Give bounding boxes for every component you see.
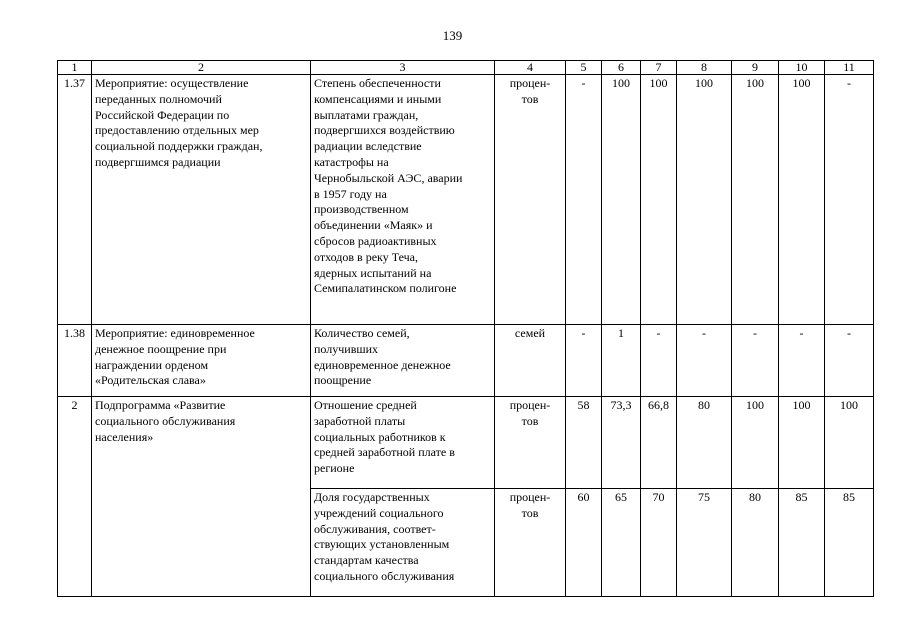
value-cell: 100 <box>825 397 874 489</box>
header-cell: 7 <box>641 61 677 75</box>
value-cell: - <box>779 325 825 397</box>
value-cell: 70 <box>641 489 677 597</box>
value-cell: 100 <box>602 75 641 325</box>
unit: процен- тов <box>495 489 566 597</box>
value-cell: 66,8 <box>641 397 677 489</box>
value-cell: 100 <box>779 397 825 489</box>
activity-name: Мероприятие: единовременное денежное поощрение при награждении орденом «Родительская слава» <box>92 325 311 397</box>
value-cell: 100 <box>779 75 825 325</box>
value-cell: 100 <box>732 75 779 325</box>
unit: процен- тов <box>495 75 566 325</box>
value-cell: - <box>825 75 874 325</box>
value-cell: - <box>825 325 874 397</box>
indicator-name: Отношение средней заработной платы социальных работников к средней заработной плате в регионе <box>311 397 495 489</box>
unit: семей <box>495 325 566 397</box>
table-row <box>58 75 874 325</box>
value-cell: 1 <box>602 325 641 397</box>
value-cell: 58 <box>566 397 602 489</box>
page-number: 139 <box>442 28 463 43</box>
value-cell: 85 <box>779 489 825 597</box>
row-number: 2 <box>58 397 92 597</box>
value-cell: - <box>566 325 602 397</box>
indicator-name: Количество семей, получивших единовременное денежное поощрение <box>311 325 495 397</box>
activity-name: Подпрограмма «Развитие социального обслуживания населения» <box>92 397 311 597</box>
row-number: 1.38 <box>58 325 92 397</box>
header-cell: 8 <box>677 61 732 75</box>
header-cell: 2 <box>92 61 311 75</box>
table-row <box>58 325 874 397</box>
header-cell: 11 <box>825 61 874 75</box>
row-number: 1.37 <box>58 75 92 325</box>
indicator-name: Доля государственных учреждений социального обслуживания, соответ- ствующих установленным стандартам качества социального обслуживания <box>311 489 495 597</box>
header-cell: 10 <box>779 61 825 75</box>
header-cell: 3 <box>311 61 495 75</box>
value-cell: 65 <box>602 489 641 597</box>
header-cell: 9 <box>732 61 779 75</box>
value-cell: - <box>566 75 602 325</box>
header-cell: 5 <box>566 61 602 75</box>
value-cell: 60 <box>566 489 602 597</box>
header-cell: 6 <box>602 61 641 75</box>
value-cell: 85 <box>825 489 874 597</box>
value-cell: 75 <box>677 489 732 597</box>
value-cell: 100 <box>677 75 732 325</box>
value-cell: 80 <box>677 397 732 489</box>
header-cell: 4 <box>495 61 566 75</box>
value-cell: 80 <box>732 489 779 597</box>
activity-name: Мероприятие: осуществление переданных полномочий Российской Федерации по предоставлению отдельных мер социальной поддержки граждан, подвергшимся радиации <box>92 75 311 325</box>
table-header-row <box>58 61 874 75</box>
value-cell: 100 <box>732 397 779 489</box>
indicators-table <box>57 60 874 597</box>
header-cell: 1 <box>58 61 92 75</box>
value-cell: - <box>641 325 677 397</box>
unit: процен- тов <box>495 397 566 489</box>
value-cell: - <box>732 325 779 397</box>
table-row <box>58 397 874 489</box>
indicator-name: Степень обеспеченности компенсациями и иными выплатами граждан, подвергшихся воздействию радиации вследствие катастрофы на Чернобыльской АЭС, аварии в 1957 году на производственном объединении «Маяк» и сбросов радиоактивных отходов в реку Теча, ядерных испытаний на Семипалатинском полигоне <box>311 75 495 325</box>
value-cell: 73,3 <box>602 397 641 489</box>
value-cell: - <box>677 325 732 397</box>
value-cell: 100 <box>641 75 677 325</box>
